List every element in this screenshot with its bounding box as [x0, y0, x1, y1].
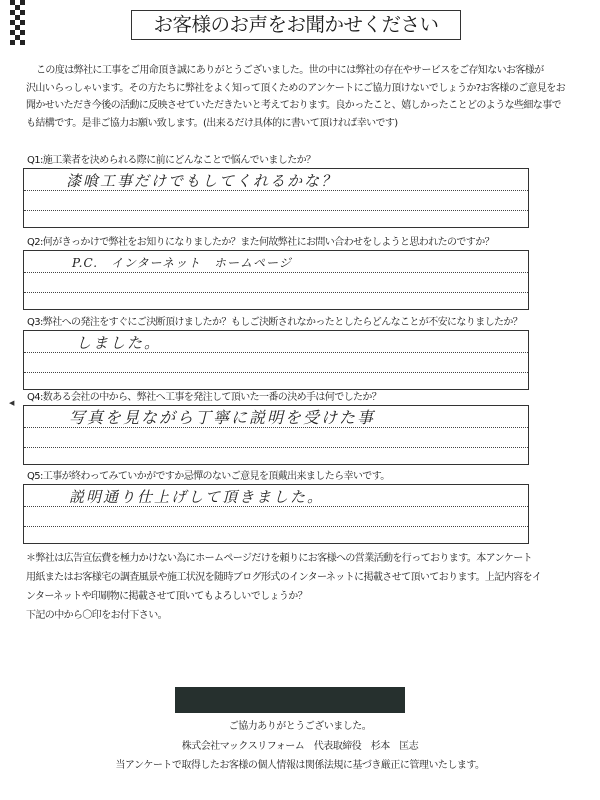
question-label-q3: Q3:弊社への発注をすぐにご決断頂けましたか？もしご決断されなかったとしたらどんなことが不安になりましたか？ — [27, 317, 523, 328]
dotted-line — [24, 292, 528, 293]
question-label-q4: Q4:数ある会社の中から、弊社へ工事を発注して頂いた一番の決め手は何でしたか？ — [27, 392, 382, 403]
answer-box-q2[interactable] — [23, 250, 529, 310]
footer-privacy: 当アンケートで取得したお客様の個人情報は関係法規に基づき厳正に管理いたします。 — [115, 760, 485, 771]
notice-line: ンターネットや印刷物に掲載させて頂いてもよろしいでしょうか？ — [26, 591, 308, 602]
answer-box-q5[interactable] — [23, 484, 529, 544]
handwritten-answer-q4: 写真を見ながら丁寧に説明を受けた事 — [69, 408, 376, 427]
checker-strip-decoration — [10, 0, 26, 48]
intro-line: も結構です。是非ご協力お願い致します。(出来るだけ具体的に書いて頂ければ幸いです) — [26, 117, 398, 129]
redacted-bar — [175, 687, 405, 713]
handwritten-answer-q1: 漆喰工事だけでもしてくれるかな？ — [66, 172, 339, 190]
notice-line: 用紙またはお客様宅の調査風景や施工状況を随時ブログ形式のインターネットに掲載させて頂いております。上記内容をイ — [26, 572, 542, 583]
dotted-line — [24, 372, 528, 373]
footer-thanks: ご協力ありがとうございました。 — [228, 721, 372, 732]
triangle-marker-icon: ◀ — [9, 399, 15, 407]
answer-box-q3[interactable] — [23, 330, 529, 390]
question-label-q2: Q2:何がきっかけで弊社をお知りになりましたか？また何故弊社にお問い合わせをしようと思われたのですか？ — [27, 237, 495, 248]
question-label-q1: Q1:施工業者を決められる際に前にどんなことで悩んでいましたか？ — [27, 155, 316, 166]
intro-line: この度は弊社に工事をご用命頂き誠にありがとうございました。世の中には弊社の存在やサービスをご存知ないお客様が — [36, 65, 544, 76]
intro-text — [26, 62, 586, 132]
handwritten-answer-q5: 説明通り仕上げして頂きました。 — [69, 488, 325, 506]
footer-company: 株式会社マックスリフォーム 代表取締役 杉本 匡志 — [181, 741, 419, 752]
intro-line: 聞かせいただき今後の活動に反映させていただきたいと考えております。良かったこと、嬉しかったことどのような些細な事で — [26, 100, 561, 111]
publication-notice — [26, 549, 586, 625]
intro-line: 沢山いらっしゃいます。その方たちに弊社をよく知って頂くためのアンケートにご協力頂けないでしょうか?お客様のご意見をお — [26, 82, 566, 94]
answer-box-q1[interactable] — [23, 168, 529, 228]
notice-line: 下記の中から〇印をお付下さい。 — [26, 610, 167, 621]
question-label-q5: Q5:工事が終わってみていかがですか忌憚のないご意見を頂戴出来ましたら幸いです。 — [27, 471, 390, 482]
handwritten-answer-q3: しました。 — [76, 334, 162, 352]
page-title: お客様のお声をお聞かせください — [131, 10, 461, 40]
dotted-line — [24, 526, 528, 527]
notice-line: ＊弊社は広告宣伝費を極力かけない為にホームページだけを頼りにお客様への営業活動を行っております。本アンケート — [26, 553, 532, 564]
answer-box-q4[interactable] — [23, 405, 529, 465]
handwritten-answer-q2: P.C. インターネット ホームページ — [72, 256, 292, 270]
dotted-line — [24, 210, 528, 211]
dotted-line — [24, 447, 528, 448]
